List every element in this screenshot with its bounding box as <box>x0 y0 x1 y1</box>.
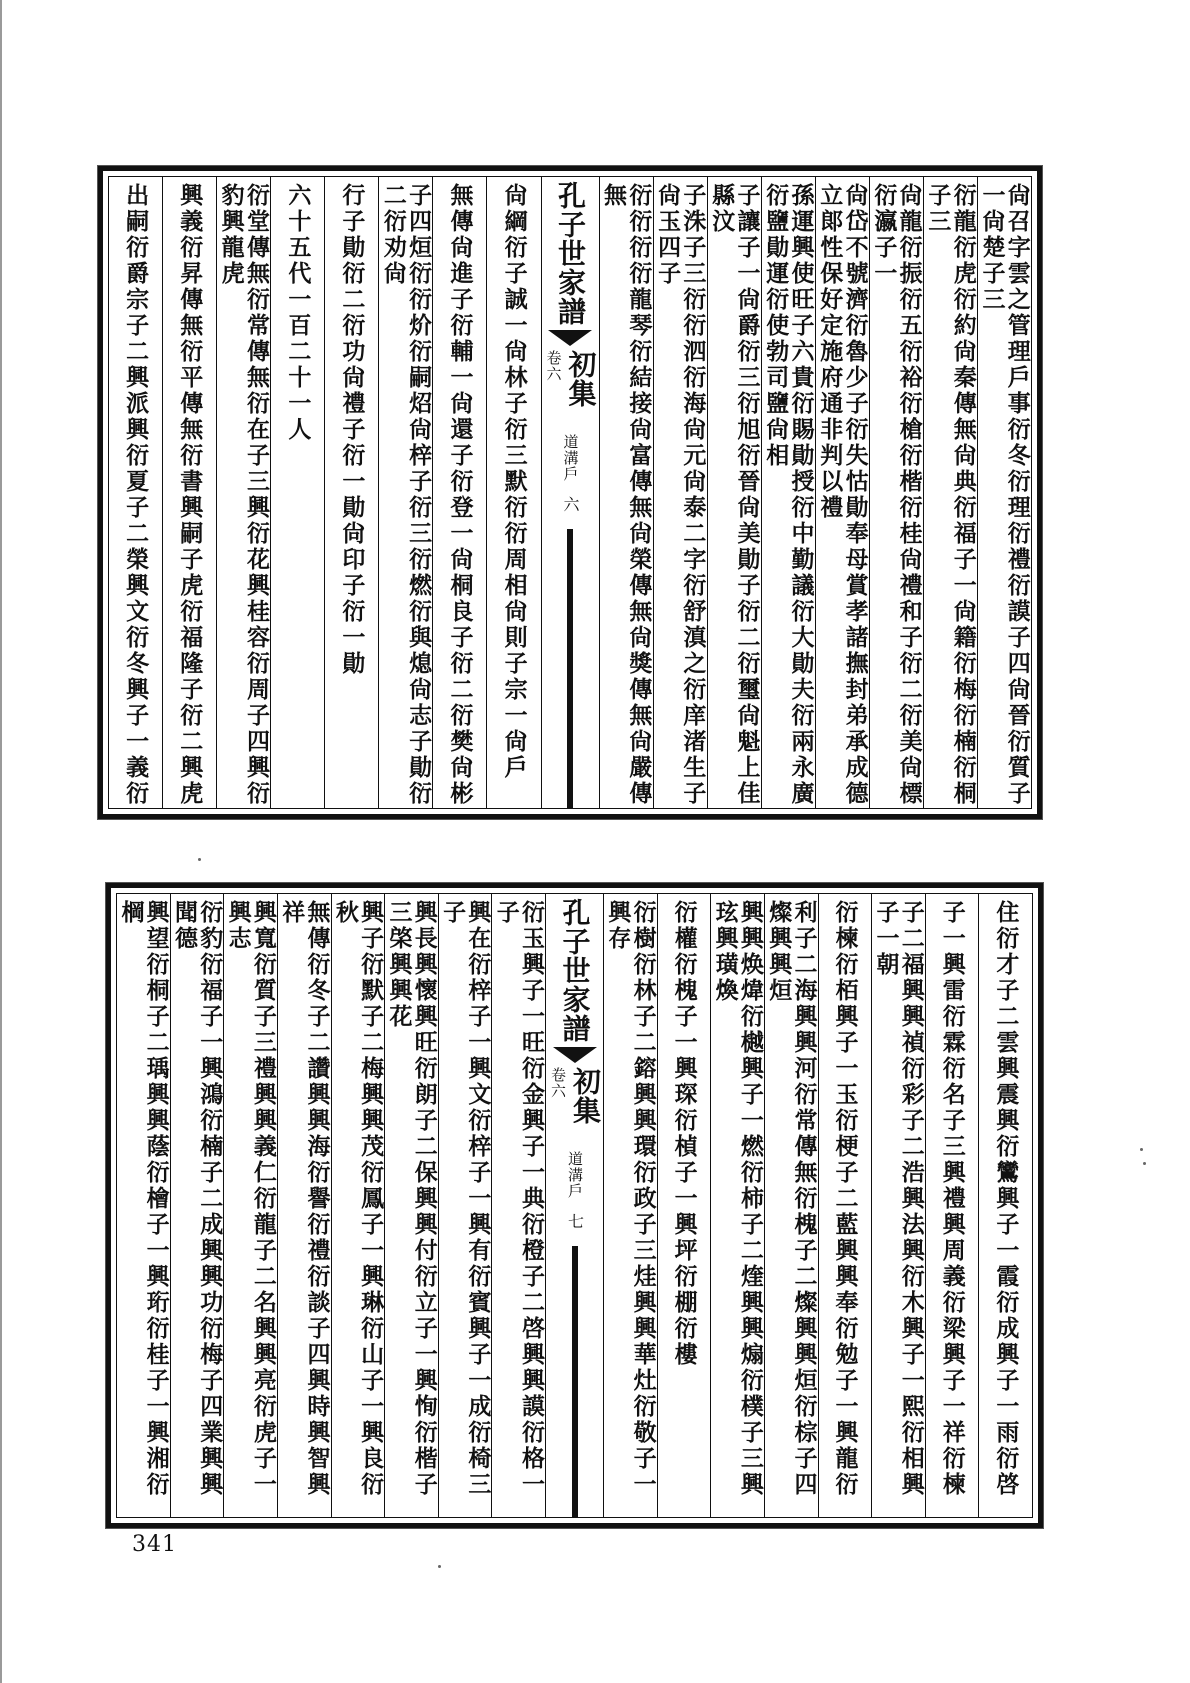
text-column <box>815 177 869 808</box>
page-number: 341 <box>132 1532 177 1557</box>
column-text: 孫運興使旺子六貴衍賜勛授衍中勤議衍大勛夫衍兩永廣衍鹽勛運衍使勃司鹽尙相 <box>762 183 815 807</box>
block-inner-top <box>108 176 1032 809</box>
juan-label: 卷六 <box>549 1067 567 1099</box>
text-column <box>491 894 545 1517</box>
column-text: 子二福興興禎衍彩子二浩興法興衍木興子一熙衍相興子一朝 <box>872 900 925 1498</box>
column-text: 子讓子一尙爵衍三衍旭衍晉尙美勛子衍二衍璽尙魁上佳縣汶 <box>708 183 761 807</box>
text-column <box>869 177 923 808</box>
column-text: 住衍才子二雲興震興衍鸞興子一霞衍成興子一雨衍啓 <box>992 900 1020 1498</box>
text-column <box>486 177 540 808</box>
scan-speck <box>1143 1162 1146 1165</box>
column-text: 衍楝衍栢興子一玉衍梗子二藍興興奉衍勉子一興龍衍 <box>831 900 859 1498</box>
text-column <box>764 894 818 1517</box>
text-column <box>923 177 977 808</box>
column-text: 衍堂傳無衍常傳無衍在子三興衍花興桂容衍周子四興衍豹興龍虎 <box>217 183 270 807</box>
column-text: 行子勛衍二衍功尙禮子衍一勛尙印子衍一勛 <box>338 183 366 677</box>
column-text: 興望衍桐子二瑀興興蔭衍檜子一興珩衍桂子一興湘衍棡 <box>117 900 170 1498</box>
column-text: 尙岱不號濟衍魯少子衍失怙勛奉母賞孝諸撫封弟承成德立郞性保好定施府通非判以禮 <box>816 183 869 807</box>
text-column <box>109 177 162 808</box>
text-column <box>818 894 872 1517</box>
column-text: 興興焕煒衍樾興子一燃衍柿子二煃興興煽衍樸子三興玹興璜煥 <box>711 900 764 1498</box>
genealogy-block-top <box>98 166 1042 819</box>
scan-edge <box>0 0 2 1683</box>
column-text: 無傳衍冬子二讚興興海衍譽衍禮衍談子四興時興智興祥 <box>278 900 331 1498</box>
text-column <box>761 177 815 808</box>
column-text: 子四烜衍衍炌衍嗣炤尙梓子衍三衍燃衍與熄尙志子勛衍二衍劝尙 <box>379 183 433 807</box>
volume-label: 初集 <box>564 350 598 408</box>
column-text: 興長興懷興旺衍朗子二保興興付衍立子一興恂衍楷子三棨興興花 <box>385 900 438 1498</box>
fish-tail-mark <box>553 1047 597 1063</box>
text-column <box>331 894 385 1517</box>
text-column <box>117 894 170 1517</box>
text-column <box>707 177 761 808</box>
center-bar <box>572 1246 578 1517</box>
column-text: 衍豹衍福子一興鴻衍楠子二成興興功衍梅子四業興興聞德 <box>170 900 224 1498</box>
column-text: 無傳尙進子衍輔一尙還子衍登一尙桐良子衍二衍樊尙彬 <box>446 183 474 807</box>
column-text: 子洙子三衍衍泗衍海尙元尙泰二字衍舒滇之衍庠渚生子尙玉四子 <box>654 183 707 807</box>
text-column <box>432 177 486 808</box>
column-text: 衍樹衍林子二鎔興興環衍政子三烓興興華灶衍敬子一興存 <box>604 900 657 1498</box>
text-column <box>384 894 438 1517</box>
scan-speck <box>198 858 201 861</box>
book-title: 孔子世家譜 <box>554 181 587 326</box>
text-column <box>170 894 224 1517</box>
center-bar <box>567 529 573 808</box>
column-text: 衍龍衍虎衍約尙秦傳無尙典衍福子一尙籍衍梅衍楠衍桐子三 <box>924 183 977 807</box>
volume-row <box>549 1067 602 1125</box>
section-label: 道溝戶 <box>566 1151 584 1199</box>
column-text: 衍權衍槐子一興琛衍楨子一興坪衍棚衍樓 <box>670 900 698 1368</box>
column-text: 興子衍默子二梅興興茂衍鳳子一興琳衍山子一興良衍秋 <box>331 900 385 1498</box>
column-text: 六十五代一百二十一人 <box>284 183 312 443</box>
folio-number: 七 <box>565 1213 585 1230</box>
column-text: 尙綱衍子誠一尙林子衍三默衍衍周相尙則子宗一尙戶 <box>500 183 528 781</box>
text-column <box>710 894 764 1517</box>
juan-label: 卷六 <box>544 350 563 382</box>
text-column <box>653 177 707 808</box>
volume-label: 初集 <box>569 1067 602 1125</box>
scan-speck <box>1140 1148 1143 1151</box>
scan-speck <box>438 1565 441 1568</box>
column-text: 興在衍梓子一興文衍梓子一興有衍賓興子一成衍椅三子 <box>439 900 492 1498</box>
text-column <box>324 177 378 808</box>
text-column <box>216 177 270 808</box>
text-column <box>925 894 979 1517</box>
text-column <box>977 177 1031 808</box>
text-column <box>378 177 432 808</box>
column-text: 興義衍昇傳無衍平傳無衍書興嗣子虎衍福隆子衍二興虎 <box>176 183 204 807</box>
text-column <box>270 177 324 808</box>
text-column <box>599 177 653 808</box>
book-title: 孔子世家譜 <box>558 898 592 1043</box>
text-column <box>277 894 331 1517</box>
fish-tail-mark <box>548 330 592 346</box>
volume-row <box>544 350 598 408</box>
block-inner-bottom <box>116 893 1033 1518</box>
genealogy-block-bottom <box>106 883 1043 1528</box>
text-column <box>978 894 1032 1517</box>
text-column <box>657 894 711 1517</box>
folio-number: 六 <box>561 496 580 513</box>
center-margin <box>545 894 603 1517</box>
column-text: 衍衍衍衍龍琴衍結接尙富傳無尙榮傳無尙獎傳無尙嚴傳無 <box>600 183 653 807</box>
text-column <box>438 894 492 1517</box>
center-margin <box>541 177 599 808</box>
text-column <box>223 894 277 1517</box>
column-text: 尙召字雲之管理戶事衍冬衍理衍禮衍謨子四尙晉衍質子一尙楚子三 <box>978 183 1031 807</box>
column-text: 尙龍衍振衍五衍裕衍槍衍楷衍桂尙禮和子衍二衍美尙標衍瀛子一 <box>870 183 923 807</box>
column-text: 子一興雷衍霖衍名子三興禮興周義衍梁興子一祥衍楝 <box>938 900 966 1498</box>
text-column <box>162 177 216 808</box>
column-text: 衍玉興子一旺衍金興子一典衍橙子二啓興興謨衍格一子 <box>492 900 545 1498</box>
section-label: 道溝戶 <box>561 434 580 482</box>
column-text: 興寬衍質子三禮興興義仁衍龍子二名興興亮衍虎子一興志 <box>224 900 277 1498</box>
text-column <box>871 894 925 1517</box>
column-text: 出嗣衍爵宗子二興派興衍夏子二榮興文衍冬興子一義衍 <box>122 183 150 807</box>
text-column <box>603 894 657 1517</box>
column-text: 利子二海興興河衍常傳無衍槐子二燦興興烜衍棕子四燦興興烜 <box>765 900 818 1498</box>
